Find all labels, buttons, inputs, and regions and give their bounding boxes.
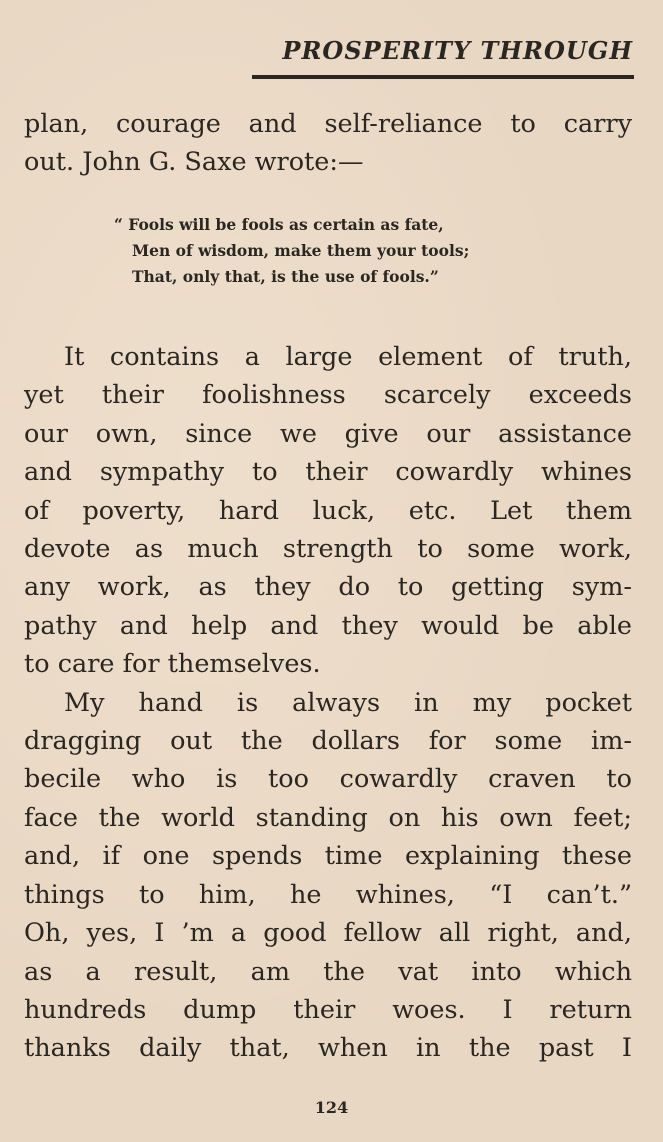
text-line: dragging out the dollars for some im- (24, 726, 632, 757)
text-line: out. John G. Saxe wrote:— (24, 147, 364, 178)
text-line: and, if one spends time explaining these (24, 841, 632, 872)
body-paragraphs (24, 338, 632, 1068)
text-line: of poverty, hard luck, etc. Let them (24, 495, 632, 526)
verse-line: Men of wisdom, make them your tools; (132, 241, 470, 260)
text-line: plan, courage and self-reliance to carry (24, 109, 632, 139)
text-line: as a result, am the vat into which (24, 956, 632, 987)
paragraph-intro (24, 105, 632, 182)
text-line: any work, as they do to getting sym- (24, 572, 632, 603)
text-line: things to him, he whines, “I can’t.” (24, 879, 632, 910)
page-number: 124 (314, 1098, 349, 1117)
text-line: face the world standing on his own feet; (24, 802, 632, 833)
text-line: Oh, yes, I ’m a good fellow all right, and, (24, 918, 632, 949)
text-line: yet their foolishness scarcely exceeds (24, 380, 632, 411)
text-line: our own, since we give our assistance (24, 418, 632, 449)
text-line: thanks daily that, when in the past I (24, 1033, 632, 1064)
verse-line: That, only that, is the use of fools.” (132, 267, 439, 286)
verse-line: “ Fools will be fools as certain as fate, (114, 215, 444, 234)
running-head: PROSPERITY THROUGH (282, 36, 633, 65)
text-line: becile who is too cowardly craven to (24, 764, 632, 795)
text-line: My hand is always in my pocket (64, 687, 632, 718)
text-line: pathy and help and they would be able (24, 610, 632, 641)
text-line: to care for themselves. (24, 649, 321, 680)
header-rule (252, 75, 634, 79)
text-line: It contains a large element of truth, (64, 342, 632, 372)
text-line: and sympathy to their cowardly whines (24, 457, 632, 488)
text-line: devote as much strength to some work, (24, 534, 632, 565)
text-line: hundreds dump their woes. I return (24, 994, 632, 1025)
verse-quote (114, 212, 469, 290)
